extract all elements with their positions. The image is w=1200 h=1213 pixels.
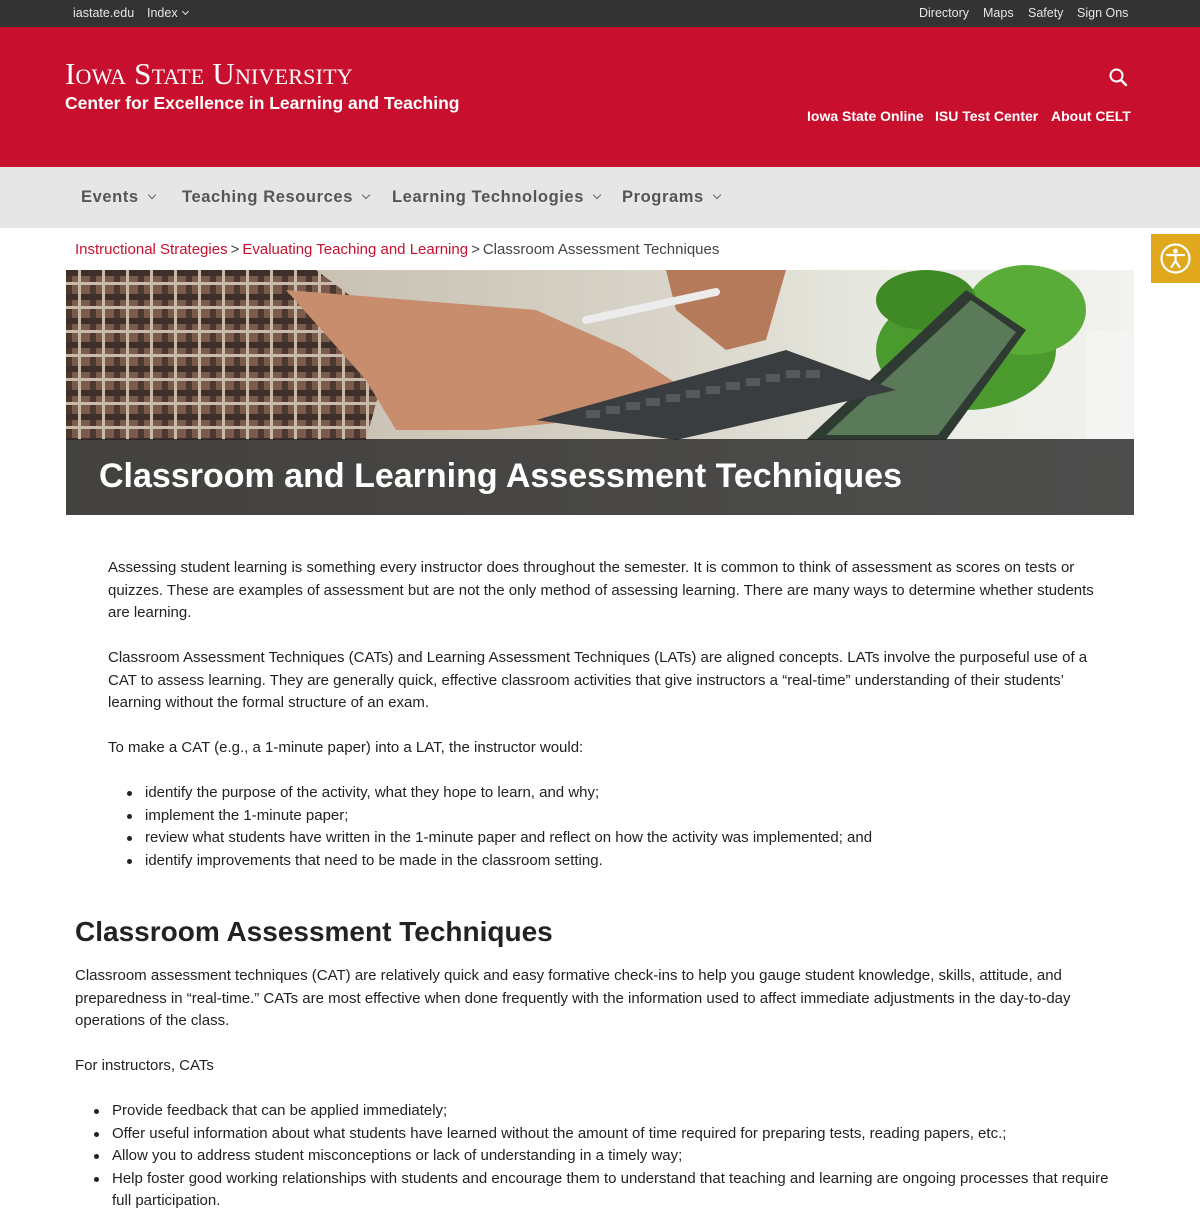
maps-link[interactable]: Maps [983, 6, 1014, 20]
nav-teaching-resources[interactable] [182, 188, 369, 207]
sign-ons-link[interactable]: Sign Ons [1077, 6, 1129, 20]
about-celt-link[interactable]: About CELT [1051, 108, 1131, 124]
intro-paragraph: Assessing student learning is something every instructor does throughout the semester. It is common to think of assessment as scores on tests or quizzes. These are examples of assessment but are not the only method of assessing learning. There are many ways to determine whether students are learning. [108, 559, 1094, 621]
list-item: Help foster good working relationships with students and encourage them to understand that teaching and learning are ongoing processes that require full participation. [112, 1168, 1115, 1213]
index-menu[interactable] [147, 6, 188, 21]
accessibility-icon [1151, 234, 1200, 283]
isu-test-center-link[interactable]: ISU Test Center [935, 108, 1039, 124]
intro-section [108, 557, 1098, 872]
lat-steps-list [145, 782, 1098, 872]
list-item: review what students have written in the 1-minute paper and reflect on how the activity was implemented; and [145, 827, 1098, 850]
breadcrumb [75, 241, 719, 259]
cat-section [75, 914, 1115, 1213]
breadcrumb-evaluating-teaching[interactable]: Evaluating Teaching and Learning [242, 241, 469, 258]
chevron-down-icon [147, 191, 155, 199]
list-item: Allow you to address student misconceptions or lack of understanding in a timely way; [112, 1145, 1115, 1168]
intro-paragraph: To make a CAT (e.g., a 1-minute paper) into a LAT, the instructor would: [108, 739, 584, 756]
section-paragraph: Classroom assessment techniques (CAT) are relatively quick and easy formative check-ins to help you gauge student knowledge, skills, attitude, and preparedness in “real-time.” CATs are most effective when done frequently with the information used to affect immediate adjustments in the day-to-day operations of the class. [75, 967, 1071, 1029]
main-navigation [0, 167, 1200, 228]
section-paragraph: For instructors, CATs [75, 1057, 214, 1074]
nav-events-label: Events [81, 188, 139, 206]
hero-banner [66, 270, 1134, 515]
chevron-down-icon [593, 191, 601, 199]
iowa-state-online-link[interactable]: Iowa State Online [807, 108, 924, 124]
nav-programs-label: Programs [622, 188, 704, 206]
list-item: Offer useful information about what students have learned without the amount of time required for preparing tests, reading papers, etc.; [112, 1123, 1115, 1146]
list-item: implement the 1-minute paper; [145, 805, 1098, 828]
safety-link[interactable]: Safety [1028, 6, 1064, 20]
section-heading: Classroom Assessment Techniques [75, 916, 553, 947]
breadcrumb-current: Classroom Assessment Techniques [482, 241, 720, 258]
nav-events[interactable] [81, 188, 155, 207]
nav-teaching-resources-label: Teaching Resources [182, 188, 353, 206]
breadcrumb-separator: > [471, 241, 480, 258]
utility-bar [0, 0, 1200, 27]
page-title: Classroom and Learning Assessment Techniques [99, 457, 903, 495]
breadcrumb-separator: > [230, 241, 240, 258]
nav-programs[interactable] [622, 188, 720, 207]
index-label: Index [147, 6, 178, 20]
intro-paragraph: Classroom Assessment Techniques (CATs) and Learning Assessment Techniques (LATs) are aligned concepts. LATs involve the purposeful use of a CAT to assess learning. They are generally quick, effective classroom activities that give instructors a “real-time” understanding of their students’ learning without the formal structure of an exam. [108, 649, 1088, 711]
directory-link[interactable]: Directory [919, 6, 970, 20]
site-header [0, 27, 1200, 167]
accessibility-button[interactable] [1151, 234, 1200, 283]
nav-learning-technologies-label: Learning Technologies [392, 188, 584, 206]
cat-benefits-list [112, 1100, 1115, 1213]
search-icon [1106, 65, 1130, 89]
university-wordmark[interactable]: Iowa State University [65, 56, 353, 91]
list-item: identify the purpose of the activity, what they hope to learn, and why; [145, 782, 1098, 805]
nav-learning-technologies[interactable] [392, 188, 600, 207]
chevron-down-icon [362, 191, 370, 199]
breadcrumb-instructional-strategies[interactable]: Instructional Strategies [75, 241, 228, 258]
chevron-down-icon [182, 8, 189, 15]
chevron-down-icon [713, 191, 721, 199]
list-item: identify improvements that need to be made in the classroom setting. [145, 850, 1098, 873]
list-item: Provide feedback that can be applied immediately; [112, 1100, 1115, 1123]
unit-title[interactable]: Center for Excellence in Learning and Teaching [65, 93, 460, 113]
iastate-link[interactable]: iastate.edu [73, 6, 135, 20]
search-button[interactable] [1106, 65, 1130, 89]
